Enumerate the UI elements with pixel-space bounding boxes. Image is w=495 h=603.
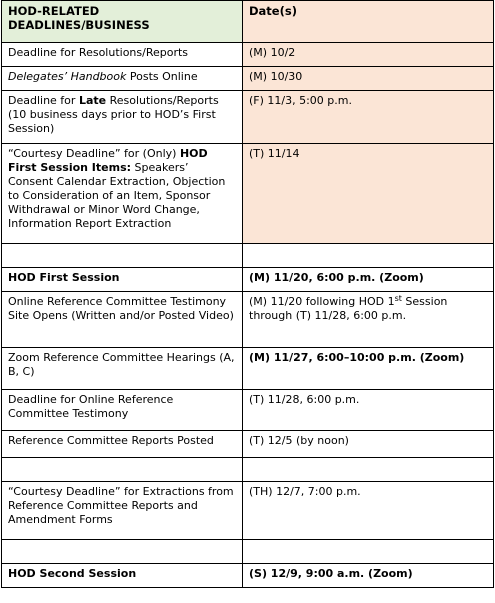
row-date: (TH) 12/7, 7:00 p.m.	[243, 482, 494, 540]
row-date: (M) 10/2	[243, 43, 494, 67]
row-date	[243, 292, 494, 348]
table-row-empty	[2, 244, 494, 268]
table-row	[2, 482, 494, 540]
row-label-bold: Late	[78, 94, 107, 107]
deadlines-table	[1, 0, 494, 588]
row-date: (M) 10/30	[243, 67, 494, 91]
row-date: (F) 11/3, 5:00 p.m.	[243, 91, 494, 144]
header-line-1: HOD-RELATED	[8, 4, 100, 18]
row-date-post: Session through (T) 11/28, 6:00 p.m.	[249, 295, 448, 322]
handbook-title: Delegates’ Handbook	[8, 70, 127, 83]
row-label-bold: HOD First Session Items:	[8, 147, 208, 174]
row-label	[2, 91, 243, 144]
table-row	[2, 144, 494, 244]
row-date: (M) 11/27, 6:00–10:00 p.m. (Zoom)	[243, 348, 494, 390]
table-row	[2, 390, 494, 431]
table-row-empty	[2, 540, 494, 564]
row-date: (T) 11/28, 6:00 p.m.	[243, 390, 494, 431]
row-label: Deadline for Resolutions/Reports	[2, 43, 243, 67]
empty-cell	[2, 540, 243, 564]
table-row	[2, 67, 494, 91]
row-date: (T) 11/14	[243, 144, 494, 244]
row-label: Online Reference Committee Testimony Site Opens (Written and/or Posted Video)	[2, 292, 243, 348]
row-label	[2, 67, 243, 91]
row-label: Zoom Reference Committee Hearings (A, B, C)	[2, 348, 243, 390]
empty-cell	[2, 244, 243, 268]
table-row-empty	[2, 458, 494, 482]
row-label-pre: Deadline for	[8, 94, 79, 107]
row-date: (M) 11/20, 6:00 p.m. (Zoom)	[243, 268, 494, 292]
row-label	[2, 144, 243, 244]
row-label-pre: “Courtesy Deadline” for (Only)	[8, 147, 180, 160]
ordinal-sup: st	[394, 294, 402, 303]
table-row	[2, 564, 494, 588]
table-row	[2, 348, 494, 390]
empty-cell	[243, 458, 494, 482]
row-label: HOD First Session	[2, 268, 243, 292]
header-line-2: DEADLINES/BUSINESS	[8, 18, 150, 32]
empty-cell	[2, 458, 243, 482]
row-label-post: Speakers’ Consent Calendar Extraction, Objection to Consideration of an Item, Sponsor Withdrawal or Minor Word Change, Information Report Extraction	[8, 161, 226, 230]
empty-cell	[243, 244, 494, 268]
row-label-post: Resolutions/Reports (10 business days prior to HOD’s First Session)	[8, 94, 219, 135]
table-row	[2, 268, 494, 292]
table-row	[2, 292, 494, 348]
empty-cell	[243, 540, 494, 564]
row-date-pre: (M) 11/20 following HOD 1	[249, 295, 395, 308]
table-row	[2, 91, 494, 144]
row-label: HOD Second Session	[2, 564, 243, 588]
table-row	[2, 431, 494, 458]
row-label: “Courtesy Deadline” for Extractions from Reference Committee Reports and Amendment Forms	[2, 482, 243, 540]
row-date: (S) 12/9, 9:00 a.m. (Zoom)	[243, 564, 494, 588]
row-label-rest: Posts Online	[126, 70, 198, 83]
table-row	[2, 43, 494, 67]
row-label: Deadline for Online Reference Committee Testimony	[2, 390, 243, 431]
table-header-row	[2, 1, 494, 43]
header-dates: Date(s)	[243, 1, 494, 43]
row-label: Reference Committee Reports Posted	[2, 431, 243, 458]
row-date: (T) 12/5 (by noon)	[243, 431, 494, 458]
header-deadlines-business	[2, 1, 243, 43]
